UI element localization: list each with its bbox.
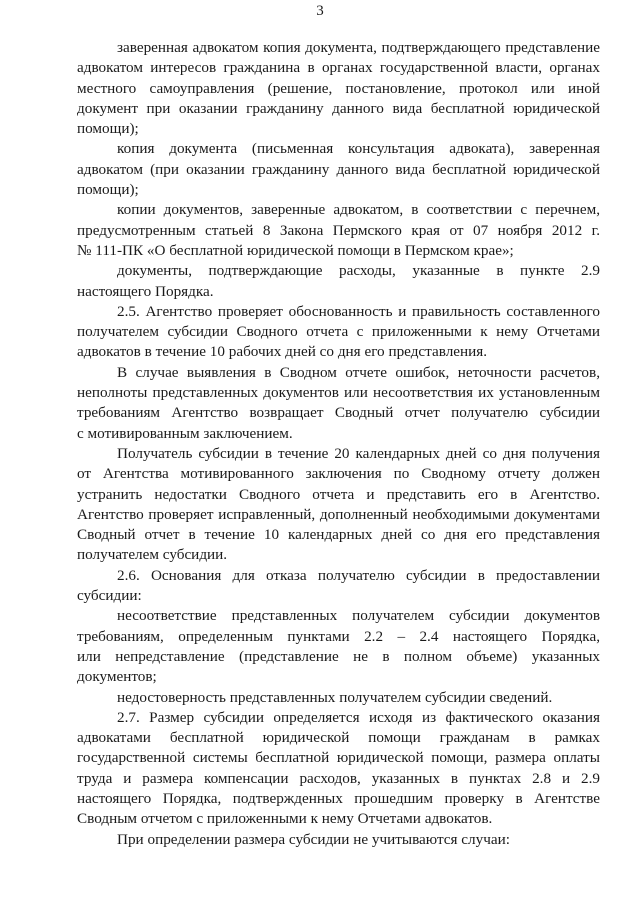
text-line: устранить недостатки Сводного отчета и представить его в Агентство. [77,485,600,503]
text-line: Агентство проверяет исправленный, дополненный необходимыми документами [77,505,600,523]
text-line: Сводный отчет в течение 10 календарных дней со дня его представления [77,526,600,544]
text-line: государственной системы бесплатной юридической помощи, размера оплаты [77,749,600,767]
document-body [77,38,600,850]
text-line: документ при оказании гражданину данного вида бесплатной юридической [77,99,600,117]
text-line: копии документов, заверенные адвокатом, в соответствии с перечнем, [117,201,600,219]
text-line: или непредставление (представление не в полном объеме) указанных [77,647,600,665]
text-line: адвокатами бесплатной юридической помощи гражданам в рамках [77,729,600,747]
text-line: 2.6. Основания для отказа получателю субсидии в предоставлении [117,566,600,584]
text-line: несоответствие представленных получателем субсидии документов [117,607,600,625]
text-line: При определении размера субсидии не учитываются случаи: [117,830,510,848]
text-line: адвокатов в течение 10 рабочих дней со дня его представления. [77,343,488,361]
text-line: от Агентства мотивированного заключения по Сводному отчету должен [77,465,600,483]
text-line: адвокатом интересов гражданина в органах государственной власти, органах [77,59,600,77]
text-line: с мотивированным заключением. [77,424,293,442]
text-line: помощи); [77,120,139,138]
text-line: копия документа (письменная консультация адвоката), заверенная [117,140,600,158]
text-line: заверенная адвокатом копия документа, подтверждающего представление [117,39,600,56]
text-line: получателем субсидии Сводного отчета с приложенными к нему Отчетами [77,323,600,341]
text-line: труда и размера компенсации расходов, указанных в пунктах 2.8 и 2.9 [77,769,600,787]
text-line: Сводным отчетом с приложенными к нему Отчетами адвокатов. [77,810,493,828]
text-line: № 111-ПК «О бесплатной юридической помощи в Пермском крае»; [77,241,514,259]
text-line: получателем субсидии. [77,546,228,564]
text-line: 2.5. Агентство проверяет обоснованность и правильность составленного [117,302,600,320]
text-line: настоящего Порядка. [77,282,214,300]
text-line: настоящего Порядка, подтвержденных прошедшим проверку в Агентстве [77,789,600,807]
text-line: документы, подтверждающие расходы, указанные в пункте 2.9 [117,262,600,280]
text-line: недостоверность представленных получателем субсидии сведений. [117,688,553,706]
page-number: 3 [316,3,324,19]
text-line: помощи); [77,181,139,199]
text-line: адвокатом (при оказании гражданину данного вида бесплатной юридической [77,160,600,178]
text-line: неполноты представленных документов или несоответствия их установленным [77,384,600,402]
text-line: 2.7. Размер субсидии определяется исходя из фактического оказания [117,708,600,726]
text-line: В случае выявления в Сводном отчете ошибок, неточности расчетов, [117,363,600,381]
text-line: предусмотренным статьей 8 Закона Пермского края от 07 ноября 2012 г. [77,221,600,239]
text-line: Получатель субсидии в течение 20 календарных дней со дня получения [117,444,600,462]
text-line: требованиям Агентство возвращает Сводный отчет получателю субсидии [77,404,600,422]
text-line: документов; [77,668,157,686]
text-line: требованиям, определенным пунктами 2.2 – 2.4 настоящего Порядка, [77,627,600,645]
text-line: субсидии: [77,587,142,605]
text-line: местного самоуправления (решение, постановление, протокол или иной [77,79,600,97]
